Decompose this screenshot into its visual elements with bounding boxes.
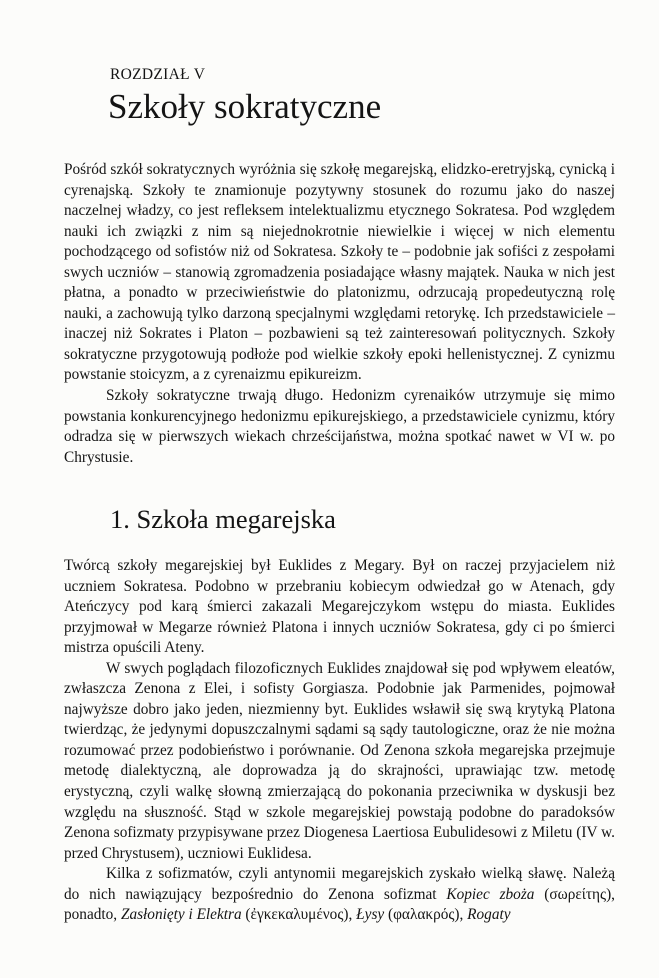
intro-text (64, 160, 615, 468)
text-run: Kilka z sofizmatów, czyli antynomii megarejskich zyskało wielką sławę. Należą do nich nawiązujący bezpośrednio do Zenona sofizmat (64, 865, 615, 903)
text-run: (σωρείτης), ponadto, (64, 885, 615, 924)
paragraph: W swych poglądach filozoficznych Euklides znajdował się pod wpływem eleatów, zwłaszcza Zenona z Elei, i sofisty Gorgiasza. Podobnie jak Parmenides, pojmował najwyższe dobro jako jeden, niezmienny byt. Euklides wsławił się swą krytyką Platona twierdząc, że jedynymi dopuszczalnymi sądami są sądy tautologiczne, oraz że nie można rozumować przez podobieństwo i porównanie. Od Zenona szkoła megarejska przejmuje metodę dialektyczną, ale doprowadza ją do skrajności, uprawiając tzw. metodę erystyczną, czyli walkę słowną zmierzającą do pokonania przeciwnika w dyskusji bez względu na słuszność. Stąd w szkole megarejskiej powstają podobne do paradoksów Zenona sofizmaty przypisywane przez Diogenesa Laertiosa Eubulidesowi z Miletu (IV w. przed Chrystusem), uczniowi Euklidesa. (64, 659, 615, 862)
section-text (64, 556, 615, 926)
chapter-label: ROZDZIAŁ V (110, 66, 206, 83)
paragraph: Szkoły sokratyczne trwają długo. Hedonizm cyrenaików utrzymuje się mimo powstania konkurencyjnego hedonizmu epikurejskiego, a przedstawiciele cynizmu, który odradza się w pierwszych wiekach chrześcijaństwa, można spotkać nawet w VI w. po Chrystusie. (64, 387, 615, 466)
text-run: (φαλακρός), (384, 906, 468, 924)
term-italic: Łysy (356, 906, 385, 924)
term-italic: Rogaty (467, 906, 511, 924)
section-title: 1. Szkoła megarejska (110, 504, 336, 534)
text-run: (ἐγκεκαλυμένος), (241, 906, 357, 924)
paragraph: Twórcą szkoły megarejskiej był Euklides z Megary. Był on raczej przyjacielem niż uczniem Sokratesa. Podobno w przebraniu kobiecym odwiedzał go w Atenach, gdy Ateńczycy pod karą śmierci zakazali Megarejczykom wstępu do miasta. Euklides przyjmował w Megarze również Platona i innych uczniów Sokratesa, gdy ci po śmierci mistrza opuścili Ateny. (64, 557, 615, 657)
term-italic: Kopiec zboża (446, 885, 535, 903)
term-italic: Zasłonięty i Elektra (120, 906, 242, 924)
paragraph: Pośród szkół sokratycznych wyróżnia się szkołę megarejską, elidzko-eretryjską, cynicką i cyrenajską. Szkoły te znamionuje pozytywny stosunek do rozumu jako do naszej naczelnej władzy, co jest refleksem intelektualizmu etycznego Sokratesa. Pod względem nauki ich związki z nim są niejednokrotnie niewielkie i więcej w nich elementu pochodzącego od sofistów niż od Sokratesa. Szkoły te – podobnie jak sofiści z zespołami swych uczniów – stanowią zgromadzenia posiadające własny majątek. Nauka w nich jest płatna, a ponadto w przeciwieństwie do platonizmu, odrzucają propedeutyczną rolę nauki, a zachowują tylko darzoną specjalnymi względami retorykę. Ich przedstawiciele – inaczej niż Sokrates i Platon – pozbawieni są też zainteresowań politycznych. Szkoły sokratyczne przygotowują podłoże pod wielkie szkoły epoki hellenistycznej. Z cynizmu powstanie stoicyzm, a z cyrenaizmu epikureizm. (64, 161, 615, 384)
chapter-title: Szkoły sokratyczne (108, 87, 382, 126)
paragraph (64, 864, 615, 926)
